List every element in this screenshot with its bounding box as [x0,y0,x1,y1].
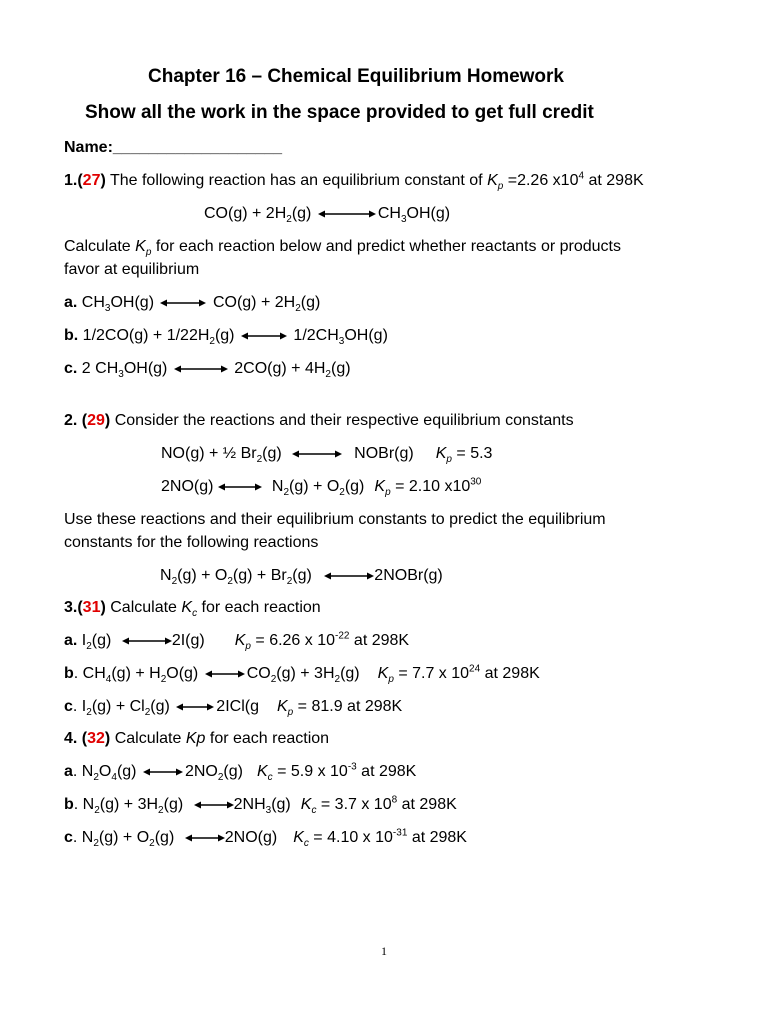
products: $CH_3OH(g)$ [377,205,451,226]
question-2-target-reaction: $N_2(g) + O_2(g) + Br_2(g)$ 2NOBr(g) [160,567,443,588]
equilibrium-arrow-icon [176,703,214,711]
question-2-reaction-1: NO(g) + ½ $Br_2(g)$ NOBr(g) $K_p = 5.3$ [161,445,493,466]
question-1-prompt [64,171,644,191]
part-label: b. [64,327,79,344]
question-4-prompt: 4. (32) Calculate Kp for each reaction [64,730,330,747]
equilibrium-arrow-icon [194,801,234,809]
name-field-label: Name:___________________ [64,139,282,156]
equilibrium-arrow-icon [318,210,376,218]
question-number: 1.( [64,172,83,189]
question-number: 2. ( [64,412,88,429]
question-4-part-c: c. $N_2(g) + O_2(g)$ 2NO(g) $K_c = 4.10$ x $10^{-31}$ at 298K [64,827,467,850]
equilibrium-arrow-icon [218,483,262,491]
kp-symbol: Kp [185,730,206,747]
page-number: 1 [381,944,387,958]
k-symbol: K [256,763,268,780]
question-3-part-c: c. $I_2(g) + Cl_2(g)$ 2ICl(g $K_p = 81.9$ at 298K [64,698,403,719]
k-symbol: K [300,796,312,813]
question-ref: 29 [87,412,105,429]
question-1-reaction [204,204,450,224]
question-2-prompt [64,411,574,431]
question-number-close: ) [104,412,111,429]
reactants: $CO(g) + 2H_2(g)$ [204,205,312,226]
question-3-part-b: b. $CH_4(g) + H_2O(g) CO_2(g) + 3H_2(g) K_p = 7.7$ x $10^{24}$ at 298K [64,663,540,686]
prompt-text: The following reaction has an equilibrium constant of [105,172,488,189]
question-1-part-c: c. 2 $CH_3OH(g) 2CO(g) + 4H_2(g)$ [64,360,351,381]
k-symbol: K [374,478,386,495]
question-3-part-a: a. $I_2(g)$ 2I(g) $K_p = 6.26$ x $10^{-22}$ at 298K [64,630,410,653]
k-temperature: at 298K [584,172,644,189]
page-title: Chapter 16 – Chemical Equilibrium Homework [148,66,564,87]
question-number-close: ) [100,172,106,189]
k-subscript: p [497,181,504,193]
question-ref: 27 [82,172,101,189]
equilibrium-arrow-icon [241,332,287,340]
part-label: c [64,829,73,846]
equilibrium-arrow-icon [160,299,206,307]
question-number: 4. ( [64,730,88,747]
k-symbol: K [377,665,389,682]
question-number-close: ) [104,730,111,747]
part-label: a. [64,632,78,649]
part-label: c [64,698,73,715]
question-number-close: ) [100,599,106,616]
equilibrium-arrow-icon [122,637,172,645]
question-2-reaction-2: 2NO(g) $N_2(g) + O_2(g) K_p = 2.10$ $x10^{30}$ [161,476,482,499]
k-symbol: K [435,445,447,462]
equilibrium-arrow-icon [324,572,374,580]
part-label: a [64,763,73,780]
question-1-part-a: a. $CH_3OH(g) CO(g) + 2H_2(g)$ [64,294,321,315]
equilibrium-arrow-icon [174,365,228,373]
part-label: c. [64,360,78,377]
k-symbol: K [135,238,146,255]
question-1-instructions-line-1: Calculate $K_p$ for each reaction below and predict whether reactants or products [64,238,621,259]
question-ref: 32 [87,730,105,747]
k-symbol: K [487,172,498,189]
question-4-part-b: b. $N_2(g) + 3H_2(g)$ $2NH_3(g) K_c = 3.7$ x $10^8$ at 298K [64,794,457,817]
question-ref: 31 [82,599,101,616]
question-2-instructions-line-1: Use these reactions and their equilibrium constants to predict the equilibrium [64,511,606,528]
part-label: a. [64,294,78,311]
equilibrium-arrow-icon [292,450,342,458]
k-exponent: 4 [578,170,585,182]
question-2-instructions-line-2: constants for the following reactions [64,534,319,551]
question-1-instructions-line-2: favor at equilibrium [64,261,200,278]
equilibrium-arrow-icon [185,834,225,842]
k-value: =2.26 x10 [503,172,579,189]
question-4-part-a: a. $N_2O_4(g)$ $2NO_2(g) K_c = 5.9$ x $10^{-3}$ at 298K [64,761,417,784]
equilibrium-arrow-icon [143,768,183,776]
question-number: 3.( [64,599,83,616]
equilibrium-arrow-icon [205,670,245,678]
k-symbol: K [181,599,193,616]
part-label: b [64,796,74,813]
part-label: b [64,665,74,682]
prompt-text: Consider the reactions and their respective equilibrium constants [110,412,574,429]
k-symbol: K [276,698,288,715]
k-symbol: K [293,829,304,846]
page-subtitle: Show all the work in the space provided to get full credit [85,102,594,123]
k-symbol: K [234,632,246,649]
question-3-prompt: 3.(31) Calculate $K_c$ for each reaction [64,599,321,620]
question-1-part-b: b. $1/2CO(g) + 1/22H_2(g)$ $1/2CH_3OH(g)$ [64,327,388,348]
